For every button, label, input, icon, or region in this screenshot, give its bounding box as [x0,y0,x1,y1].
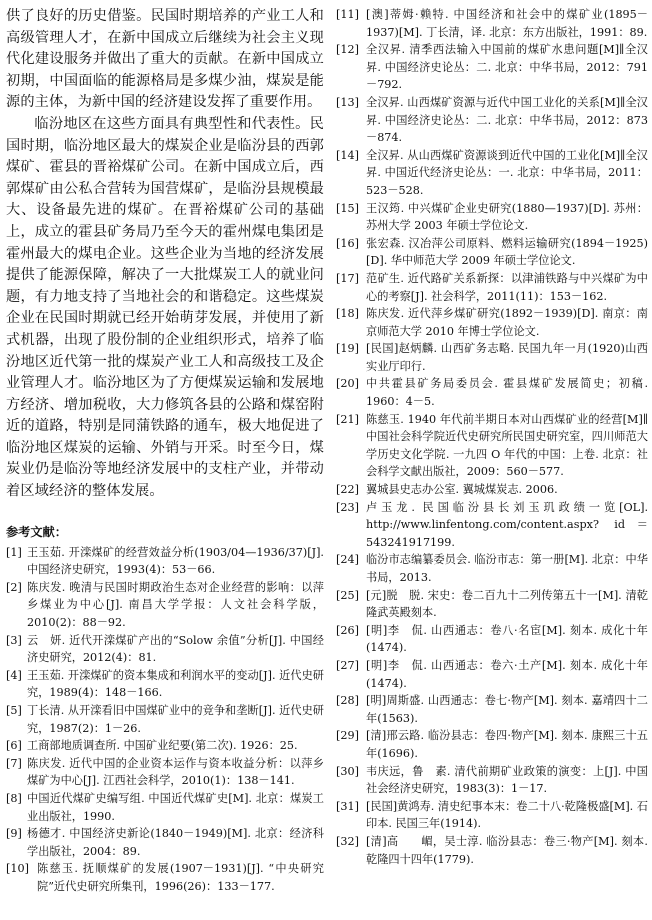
reference-number: [21] [336,412,359,426]
body-paragraph: 供了良好的历史借鉴。民国时期培养的产业工人和高级管理人才，在新中国成立后继续为社会主义现代化建设服务并做出了重大的贡献。在新中国成立初期，中国面临的能源格局是多煤少油，煤炭是能源的主体，为新中国的经济建设发挥了重要作用。 [6,8,324,111]
reference-number: [27] [336,658,359,672]
reference-text: 王玉茹. 开滦煤矿的资本集成和利润水平的变动[J]. 近代史研究，1989(4)：148－166. [27,668,324,700]
reference-text: 临汾市志编纂委员会. 临汾市志：第一册[M]. 北京：中华书局，2013. [366,553,648,584]
reference-text: 陈庆发. 晚清与民国时期政治生态对企业经营的影响：以萍乡煤业为中心[J]. 南昌大学学报：人文社会科学版，2010(2)：88－92. [27,580,324,630]
reference-text: 陈庆发. 近代萍乡煤矿研究(1892－1939)[D]. 南京：南京师范大学 2010 年博士学位论文. [366,307,648,338]
reference-number: [22] [336,483,359,497]
reference-text: 云 妍. 近代开滦煤矿产出的“Solow 余值”分析[J]. 中国经济史研究，2012(4)：81. [27,633,324,665]
reference-text: [明]周斯盛. 山西通志：卷七·物产[M]. 刻本. 嘉靖四十二年(1563). [366,694,648,725]
reference-list-right [336,6,648,868]
reference-number: [24] [336,553,359,567]
reference-item [336,340,648,375]
reference-text: 翼城县史志办公室. 翼城煤炭志. 2006. [366,483,558,497]
reference-text: 陈慈玉. 抚顺煤矿的发展(1907－1931)[J]. “中央研究院”近代史研究所集刊，1996(26)：133－177. [37,862,324,893]
reference-number: [28] [336,694,359,708]
reference-text: 王汉筠. 中兴煤矿企业史研究(1880—1937)[D]. 苏州：苏州大学 2003 年硕士学位论文. [366,201,648,233]
body-text [6,6,324,503]
reference-text: [清]邢云路. 临汾县志：卷四·物产[M]. 刻本. 康熙三十五年(1696). [366,729,648,760]
reference-number: [32] [336,834,359,848]
left-column [6,6,324,896]
reference-item [336,798,648,833]
reference-number: [5] [6,704,22,717]
reference-number: [1] [6,545,22,559]
reference-item [336,499,648,552]
reference-item [336,94,648,147]
references-heading: 参考文献： [6,524,67,539]
reference-item [6,755,324,790]
reference-text: 工商部地质调查所. 中国矿业纪要(第二次). 1926：25. [27,739,298,753]
reference-item [336,270,648,305]
reference-text: 全汉昇. 从山西煤矿资源谈到近代中国的工业化[M]∥全汉昇. 中国近代经济史论丛：一. 北京：中华书局，2011：523－528. [366,148,648,197]
reference-text: 范矿生. 近代路矿关系新探：以津浦铁路与中兴煤矿为中心的考察[J]. 社会科学，2011(11)：153－162. [366,271,648,303]
reference-item [6,860,324,895]
reference-item [336,551,648,586]
reference-number: [23] [336,500,359,514]
reference-list-left [6,544,324,896]
reference-number: [6] [6,739,22,753]
reference-text: [民国]黄鸿寿. 清史纪事本末：卷二十八·乾隆极盛[M]. 石印本. 民国三年(1914). [366,799,648,831]
reference-number: [13] [336,95,359,109]
reference-text: 卢玉龙. 民国临汾县长刘玉玑政绩一览[OL]. http://www.linfentong.com/content.aspx? id＝543241917199. [366,500,648,549]
reference-text: 杨德才. 中国经济史新论(1840－1949)[M]. 北京：经济科学出版社，2004：89. [27,827,324,858]
reference-number: [29] [336,729,359,743]
reference-item [336,692,648,727]
reference-number: [18] [336,307,359,321]
reference-item [336,235,648,270]
reference-item [336,622,648,657]
reference-item [6,825,324,860]
reference-item [6,544,324,579]
body-paragraph: 临汾地区在这些方面具有典型性和代表性。民国时期，临汾地区最大的煤炭企业是临汾县的西郭煤矿、霍县的晋裕煤矿公司。在新中国成立后，西郭煤矿由公私合营转为国营煤矿，是临汾县规模最大、设备最先进的煤矿。在晋裕煤矿公司的基础上，成立的霍县矿务局乃至今天的霍州煤电集团是霍州最大的煤电企业。这些企业为当地的经济发展提供了能源保障，解决了一大批煤炭工人的就业问题，有力地支持了当地社会的和谐稳定。这些煤炭企业在民国时期就已经开始萌芽发展，并使用了新式机器，出现了股份制的企业组织形式，培养了临汾地区近代第一批的煤炭产业工人和高级技工及企业管理人才。临汾地区为了方便煤炭运输和发展地方经济、增加税收，大力修筑各县的公路和煤窑附近的道路，特别是同蒲铁路的通车，极大地促进了临汾地区煤炭的运输、外销与开采。时至今日，煤炭业仍是临汾等地经济发展中的支柱产业，并带动着区域经济的整体发展。 [6,115,324,500]
reference-text: 陈慈玉. 1940 年代前半期日本对山西煤矿业的经营[M]∥中国社会科学院近代史研究所民国史研究室，四川师范大学历史文化学院. 一九四 O 年代的中国：上卷. 北京：社会科学文献出版社，2009：560－577. [366,412,648,479]
reference-item [336,727,648,762]
reference-item [336,6,648,41]
reference-text: [明]李 侃. 山西通志：卷六·土产[M]. 刻本. 成化十年(1474). [366,658,648,690]
reference-text: [元]脱 脱. 宋史：卷二百九十二列传第五十一[M]. 清乾隆武英殿刻本. [366,588,648,620]
reference-text: 中共霍县矿务局委员会. 霍县煤矿发展简史；初稿. 1960：4－5. [366,377,648,409]
reference-number: [11] [336,8,359,21]
reference-item [336,305,648,340]
reference-number: [10] [6,862,29,876]
reference-number: [31] [336,799,359,813]
reference-item [6,737,324,755]
reference-item [336,147,648,200]
reference-number: [15] [336,201,359,215]
reference-number: [14] [336,148,359,162]
reference-item [6,702,324,737]
reference-number: [12] [336,43,359,57]
reference-item [336,200,648,235]
right-column [336,6,648,868]
reference-number: [20] [336,377,359,391]
reference-number: [3] [6,633,22,647]
reference-number: [19] [336,342,359,356]
reference-item [336,587,648,622]
reference-text: [明]李 侃. 山西通志：卷八·名宦[M]. 刻本. 成化十年(1474). [366,623,648,655]
reference-text: 中国近代煤矿史编写组. 中国近代煤矿史[M]. 北京：煤炭工业出版社，1990. [27,791,324,823]
reference-item [6,667,324,702]
reference-number: [30] [336,764,359,778]
reference-item [336,657,648,692]
reference-text: 陈庆发. 近代中国的企业资本运作与资本收益分析：以萍乡煤矿为中心[J]. 江西社会科学，2010(1)：138－141. [27,756,324,788]
reference-number: [16] [336,236,359,250]
reference-number: [2] [6,580,22,594]
reference-number: [17] [336,271,359,285]
reference-item [6,579,324,632]
reference-text: 丁长清. 从开滦看旧中国煤矿业中的竞争和垄断[J]. 近代史研究，1987(2)：1－26. [27,704,324,735]
reference-number: [26] [336,623,359,637]
reference-item [6,790,324,825]
reference-text: 全汉昇. 清季西法输入中国前的煤矿水患问题[M]∥全汉昇. 中国经济史论丛：二. 北京：中华书局，2012：791－792. [366,43,648,92]
reference-item [6,632,324,667]
reference-text: 全汉昇. 山西煤矿资源与近代中国工业化的关系[M]∥全汉昇. 中国经济史论丛：二. 北京：中华书局，2012：873－874. [366,95,648,145]
reference-item [336,833,648,868]
reference-item [336,375,648,410]
reference-item [336,481,648,499]
reference-number: [9] [6,827,22,841]
reference-text: 王玉茹. 开滦煤矿的经营效益分析(1903/04—1936/37)[J]. 中国经济史研究，1993(4)：53－66. [27,545,324,577]
reference-item [336,41,648,94]
reference-number: [4] [6,668,22,682]
reference-text: [澳]蒂姆·赖特. 中国经济和社会中的煤矿业(1895－1937)[M]. 丁长清，译. 北京：东方出版社，1991：89. [366,8,648,39]
reference-text: [民国]赵炳麟. 山西矿务志略. 民国九年一月(1920)山西实业厅印行. [366,342,648,373]
reference-number: [7] [6,756,22,770]
reference-number: [25] [336,588,359,602]
reference-item [336,763,648,798]
reference-text: [清]高 嵋，吴士淳. 临汾县志：卷三·物产[M]. 刻本. 乾隆四十四年(1779). [366,834,648,866]
reference-text: 韦庆远，鲁 素. 清代前期矿业政策的演变：上[J]. 中国社会经济史研究，1983(3)：1－17. [366,764,648,796]
reference-item [336,411,648,481]
reference-text: 张宏森. 汉冶萍公司原料、燃料运输研究(1894－1925)[D]. 华中师范大学 2009 年硕士学位论文. [366,236,648,268]
reference-number: [8] [6,791,22,805]
